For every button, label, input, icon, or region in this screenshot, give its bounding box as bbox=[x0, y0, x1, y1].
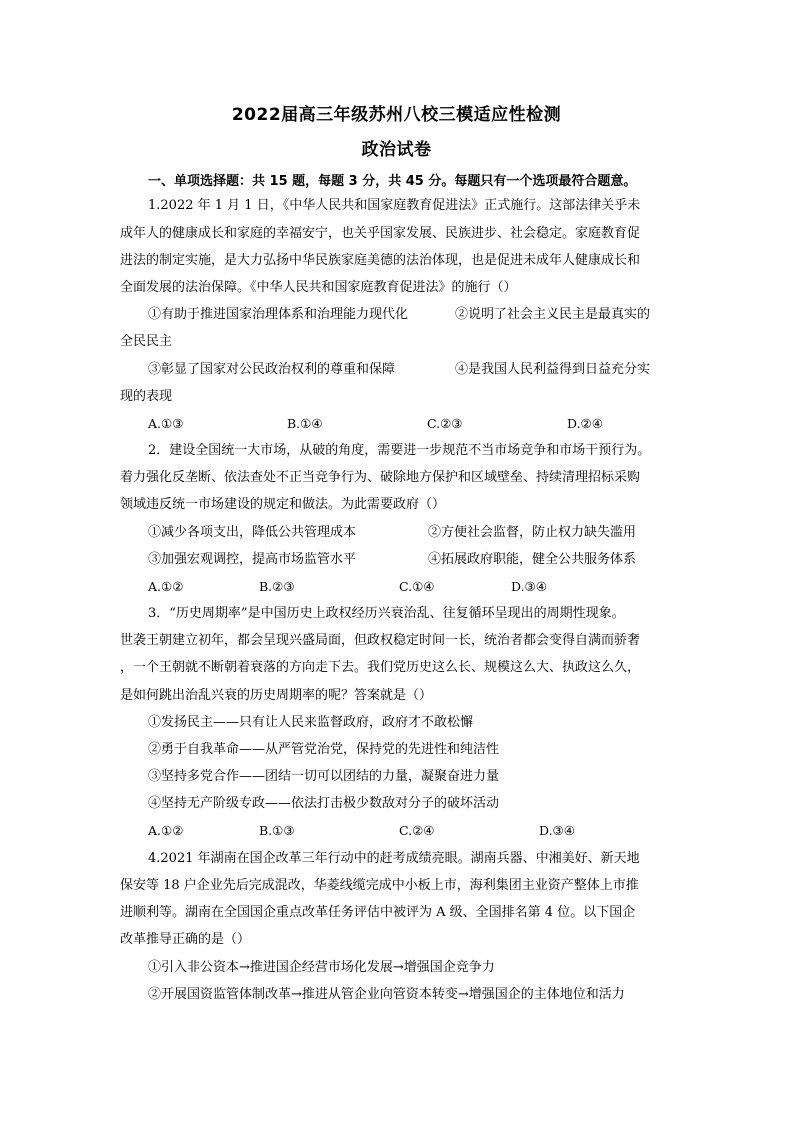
q1-stem-line: 成年人的健康成长和家庭的幸福安宁，也关乎国家发展、民族进步、社会稳定。家庭教育促 bbox=[120, 226, 641, 241]
q3-option-c: C.②④ bbox=[399, 823, 435, 838]
q3-item-4: ④坚持无产阶级专政——依法打击极少数敌对分子的破坏活动 bbox=[148, 796, 500, 811]
q3-option-b: B.①③ bbox=[259, 823, 295, 838]
q1-item-2-cont: 全民民主 bbox=[120, 334, 173, 349]
q4-stem-line: 保安等 18 户企业先后完成混改，华菱线缆完成中小板上市，海利集团主业资产整体上市推 bbox=[120, 878, 639, 893]
q1-option-b: B.①④ bbox=[287, 416, 323, 431]
page-title: 2022届高三年级苏州八校三模适应性检测 bbox=[231, 105, 562, 125]
q1-stem-line: 进法的制定实施，是大力弘扬中华民族家庭美德的法治体现，也是促进未成年人健康成长和 bbox=[120, 253, 641, 268]
q3-stem-line: 世袭王朝建立初年，都会呈现兴盛局面，但政权稳定时间一长，统治者都会变得自满而骄奢 bbox=[120, 633, 641, 648]
q2-option-d: D.③④ bbox=[511, 579, 547, 594]
q2-item-1: ①减少各项支出，降低公共管理成本 bbox=[148, 525, 357, 540]
q2-option-c: C.①④ bbox=[399, 579, 435, 594]
q2-item-4: ④拓展政府职能，健全公共服务体系 bbox=[428, 552, 637, 567]
q3-item-1: ①发扬民主——只有让人民来监督政府，政府才不敢松懈 bbox=[148, 715, 474, 730]
q4-stem-line: 改革推导正确的是（） bbox=[120, 932, 251, 947]
q2-item-3: ③加强宏观调控，提高市场监管水平 bbox=[148, 552, 357, 567]
q1-stem-line: 1.2022 年 1 月 1 日，《中华人民共和国家庭教育促进法》正式施行。这部法律关乎未 bbox=[148, 198, 641, 213]
q3-stem-line: 是如何跳出治乱兴衰的历史周期率的呢？答案就是（） bbox=[120, 688, 433, 703]
q2-item-2: ②方便社会监督，防止权力缺失滥用 bbox=[428, 525, 637, 540]
q1-item-1: ①有助于推进国家治理体系和治理能力现代化 bbox=[148, 307, 409, 322]
q2-option-a: A.①② bbox=[148, 579, 184, 594]
q2-stem-line: 领域违反统一市场建设的规定和做法。为此需要政府（） bbox=[120, 497, 446, 512]
q1-item-4: ④是我国人民利益得到日益充分实 bbox=[455, 362, 651, 377]
q3-option-a: A.①② bbox=[148, 823, 184, 838]
q1-item-4-cont: 现的表现 bbox=[120, 389, 173, 404]
section-heading: 一、单项选择题：共 15 题，每题 3 分，共 45 分。每题只有一个选项最符合题意。 bbox=[148, 174, 637, 189]
page-subtitle: 政治试卷 bbox=[361, 140, 432, 160]
q4-item-2: ②开展国资监管体制改革→推进从管企业向管资本转变→增强国企的主体地位和活力 bbox=[148, 987, 625, 1002]
q1-item-3: ③彰显了国家对公民政治权利的尊重和保障 bbox=[148, 362, 396, 377]
q3-stem-line: 3．“历史周期率”是中国历史上政权经历兴衰治乱、往复循环呈现出的周期性现象。 bbox=[148, 606, 625, 621]
q3-option-d: D.③④ bbox=[539, 823, 575, 838]
q3-item-2: ②勇于自我革命——从严管党治党，保持党的先进性和纯洁性 bbox=[148, 742, 500, 757]
q4-stem-line: 4.2021 年湖南在国企改革三年行动中的赶考成绩亮眼。湖南兵器、中湘美好、新天地 bbox=[148, 851, 640, 866]
q1-item-2: ②说明了社会主义民主是最真实的 bbox=[455, 307, 651, 322]
q3-stem-line: ，一个王朝就不断朝着衰落的方向走下去。我们党历史这么长、规模这么大、执政这么久， bbox=[120, 660, 641, 675]
q2-stem-line: 2．建设全国统一大市场，从破的角度，需要进一步规范不当市场竞争和市场干预行为。 bbox=[148, 443, 651, 458]
q1-option-c: C.②③ bbox=[427, 416, 463, 431]
q4-item-1: ①引入非公资本→推进国企经营市场化发展→增强国企竞争力 bbox=[148, 960, 495, 975]
q1-stem-line: 全面发展的法治保障。《中华人民共和国家庭教育促进法》的施行（） bbox=[120, 280, 517, 295]
q2-stem-line: 着力强化反垄断、依法查处不正当竞争行为、破除地方保护和区域壁垒、持续清理招标采购 bbox=[120, 470, 641, 485]
q4-stem-line: 进顺利等。湖南在全国国企重点改革任务评估中被评为 A 级、全国排名第 4 位。以下国企 bbox=[120, 905, 636, 920]
q1-option-d: D.②④ bbox=[567, 416, 603, 431]
q3-item-3: ③坚持多党合作——团结一切可以团结的力量，凝聚奋进力量 bbox=[148, 769, 500, 784]
q2-option-b: B.②③ bbox=[259, 579, 295, 594]
q1-option-a: A.①③ bbox=[148, 416, 184, 431]
